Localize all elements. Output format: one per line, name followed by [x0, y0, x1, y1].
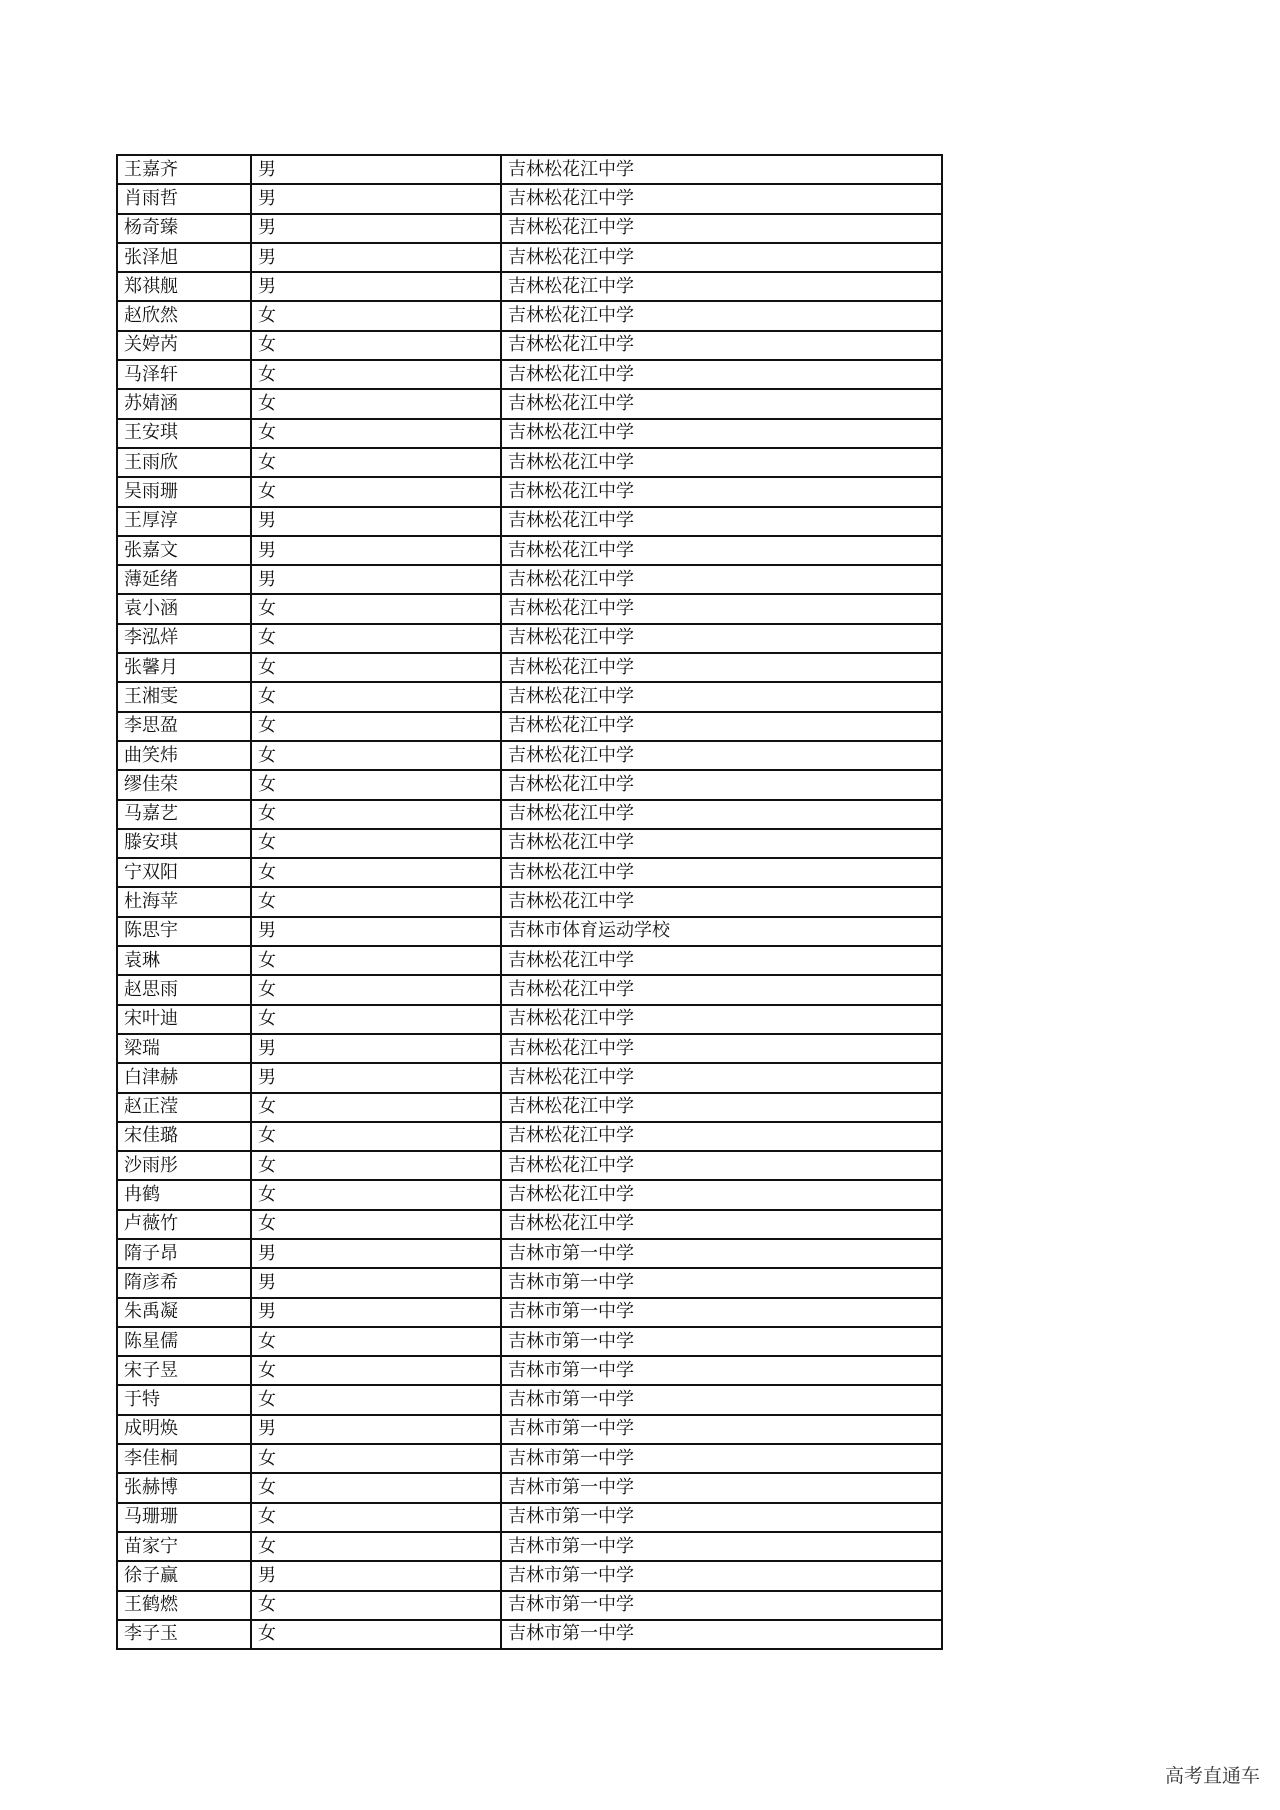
student-name-cell: 李佳桐	[117, 1444, 251, 1473]
table-row	[117, 507, 942, 536]
gender-cell: 男	[251, 184, 501, 213]
student-name-cell: 宋佳璐	[117, 1122, 251, 1151]
gender-cell: 男	[251, 1034, 501, 1063]
table-row	[117, 653, 942, 682]
table-row	[117, 1473, 942, 1502]
table-row	[117, 448, 942, 477]
student-name-cell: 宁双阳	[117, 858, 251, 887]
table-row	[117, 301, 942, 330]
table-row	[117, 1268, 942, 1297]
school-cell: 吉林松花江中学	[501, 448, 942, 477]
gender-cell: 女	[251, 1385, 501, 1414]
school-cell: 吉林松花江中学	[501, 1034, 942, 1063]
gender-cell: 女	[251, 946, 501, 975]
gender-cell: 男	[251, 1298, 501, 1327]
gender-cell: 女	[251, 741, 501, 770]
gender-cell: 男	[251, 1415, 501, 1444]
school-cell: 吉林松花江中学	[501, 887, 942, 916]
gender-cell: 女	[251, 477, 501, 506]
school-cell: 吉林松花江中学	[501, 1063, 942, 1092]
table-row	[117, 887, 942, 916]
table-row	[117, 1298, 942, 1327]
student-name-cell: 苏婧涵	[117, 389, 251, 418]
student-name-cell: 马珊珊	[117, 1503, 251, 1532]
table-row	[117, 1327, 942, 1356]
school-cell: 吉林松花江中学	[501, 1005, 942, 1034]
student-name-cell: 赵欣然	[117, 301, 251, 330]
table-row	[117, 770, 942, 799]
student-name-cell: 宋子昱	[117, 1356, 251, 1385]
table-row	[117, 1356, 942, 1385]
student-name-cell: 缪佳荣	[117, 770, 251, 799]
table-row	[117, 1034, 942, 1063]
student-name-cell: 李思盈	[117, 712, 251, 741]
table-row	[117, 829, 942, 858]
student-name-cell: 陈思宇	[117, 917, 251, 946]
student-name-cell: 张嘉文	[117, 536, 251, 565]
school-cell: 吉林松花江中学	[501, 389, 942, 418]
school-cell: 吉林市第一中学	[501, 1385, 942, 1414]
table-row	[117, 946, 942, 975]
student-name-cell: 于特	[117, 1385, 251, 1414]
gender-cell: 男	[251, 214, 501, 243]
school-cell: 吉林松花江中学	[501, 800, 942, 829]
gender-cell: 女	[251, 389, 501, 418]
school-cell: 吉林松花江中学	[501, 565, 942, 594]
gender-cell: 男	[251, 565, 501, 594]
school-cell: 吉林松花江中学	[501, 1093, 942, 1122]
table-row	[117, 624, 942, 653]
school-cell: 吉林松花江中学	[501, 360, 942, 389]
gender-cell: 女	[251, 858, 501, 887]
table-row	[117, 1005, 942, 1034]
student-name-cell: 滕安琪	[117, 829, 251, 858]
gender-cell: 女	[251, 419, 501, 448]
student-name-cell: 隋彦希	[117, 1268, 251, 1297]
gender-cell: 男	[251, 272, 501, 301]
table-row	[117, 1151, 942, 1180]
table-row	[117, 712, 942, 741]
school-cell: 吉林松花江中学	[501, 272, 942, 301]
gender-cell: 男	[251, 1063, 501, 1092]
table-row	[117, 243, 942, 272]
student-name-cell: 徐子赢	[117, 1561, 251, 1590]
student-name-cell: 王雨欣	[117, 448, 251, 477]
student-name-cell: 成明焕	[117, 1415, 251, 1444]
table-row	[117, 741, 942, 770]
gender-cell: 男	[251, 1561, 501, 1590]
school-cell: 吉林市第一中学	[501, 1268, 942, 1297]
student-name-cell: 杨奇臻	[117, 214, 251, 243]
table-row	[117, 594, 942, 623]
table-row	[117, 800, 942, 829]
table-row	[117, 477, 942, 506]
student-name-cell: 李泓烊	[117, 624, 251, 653]
table-row	[117, 858, 942, 887]
table-row	[117, 1415, 942, 1444]
school-cell: 吉林松花江中学	[501, 770, 942, 799]
gender-cell: 男	[251, 507, 501, 536]
gender-cell: 女	[251, 770, 501, 799]
gender-cell: 女	[251, 1122, 501, 1151]
student-name-cell: 王嘉齐	[117, 155, 251, 184]
school-cell: 吉林松花江中学	[501, 184, 942, 213]
table-row	[117, 917, 942, 946]
table-row	[117, 1561, 942, 1590]
gender-cell: 女	[251, 594, 501, 623]
school-cell: 吉林松花江中学	[501, 653, 942, 682]
student-name-cell: 袁小涵	[117, 594, 251, 623]
roster-body	[117, 155, 942, 1649]
school-cell: 吉林松花江中学	[501, 155, 942, 184]
table-row	[117, 1180, 942, 1209]
gender-cell: 男	[251, 1268, 501, 1297]
table-row	[117, 1063, 942, 1092]
student-name-cell: 薄延绪	[117, 565, 251, 594]
gender-cell: 女	[251, 1356, 501, 1385]
school-cell: 吉林松花江中学	[501, 594, 942, 623]
student-name-cell: 王湘雯	[117, 682, 251, 711]
school-cell: 吉林松花江中学	[501, 419, 942, 448]
student-name-cell: 王安琪	[117, 419, 251, 448]
gender-cell: 女	[251, 1473, 501, 1502]
student-name-cell: 赵思雨	[117, 975, 251, 1004]
gender-cell: 女	[251, 1444, 501, 1473]
student-name-cell: 肖雨哲	[117, 184, 251, 213]
school-cell: 吉林市第一中学	[501, 1591, 942, 1620]
gender-cell: 男	[251, 536, 501, 565]
student-name-cell: 苗家宁	[117, 1532, 251, 1561]
school-cell: 吉林松花江中学	[501, 301, 942, 330]
student-name-cell: 王厚淳	[117, 507, 251, 536]
gender-cell: 女	[251, 1005, 501, 1034]
student-name-cell: 袁琳	[117, 946, 251, 975]
gender-cell: 男	[251, 243, 501, 272]
table-row	[117, 184, 942, 213]
school-cell: 吉林市第一中学	[501, 1415, 942, 1444]
school-cell: 吉林市第一中学	[501, 1239, 942, 1268]
school-cell: 吉林市第一中学	[501, 1561, 942, 1590]
student-name-cell: 关婷芮	[117, 331, 251, 360]
gender-cell: 男	[251, 1239, 501, 1268]
school-cell: 吉林松花江中学	[501, 214, 942, 243]
student-name-cell: 沙雨彤	[117, 1151, 251, 1180]
gender-cell: 女	[251, 448, 501, 477]
school-cell: 吉林松花江中学	[501, 829, 942, 858]
gender-cell: 女	[251, 800, 501, 829]
table-row	[117, 1503, 942, 1532]
table-row	[117, 389, 942, 418]
school-cell: 吉林松花江中学	[501, 741, 942, 770]
table-row	[117, 975, 942, 1004]
student-name-cell: 白津赫	[117, 1063, 251, 1092]
student-name-cell: 王鹤燃	[117, 1591, 251, 1620]
gender-cell: 女	[251, 1151, 501, 1180]
table-row	[117, 214, 942, 243]
table-row	[117, 1093, 942, 1122]
gender-cell: 女	[251, 301, 501, 330]
school-cell: 吉林松花江中学	[501, 1180, 942, 1209]
table-row	[117, 1385, 942, 1414]
table-row	[117, 1210, 942, 1239]
gender-cell: 女	[251, 1591, 501, 1620]
gender-cell: 女	[251, 1503, 501, 1532]
table-row	[117, 1591, 942, 1620]
table-row	[117, 360, 942, 389]
table-row	[117, 1620, 942, 1649]
school-cell: 吉林市第一中学	[501, 1473, 942, 1502]
school-cell: 吉林松花江中学	[501, 1122, 942, 1151]
school-cell: 吉林市第一中学	[501, 1298, 942, 1327]
student-name-cell: 陈星儒	[117, 1327, 251, 1356]
student-name-cell: 卢薇竹	[117, 1210, 251, 1239]
school-cell: 吉林松花江中学	[501, 712, 942, 741]
table-row	[117, 272, 942, 301]
gender-cell: 女	[251, 1093, 501, 1122]
student-name-cell: 张馨月	[117, 653, 251, 682]
table-row	[117, 536, 942, 565]
student-name-cell: 杜海苹	[117, 887, 251, 916]
student-name-cell: 曲笑炜	[117, 741, 251, 770]
gender-cell: 女	[251, 1180, 501, 1209]
school-cell: 吉林松花江中学	[501, 477, 942, 506]
gender-cell: 女	[251, 712, 501, 741]
gender-cell: 女	[251, 1532, 501, 1561]
school-cell: 吉林松花江中学	[501, 331, 942, 360]
gender-cell: 女	[251, 887, 501, 916]
gender-cell: 女	[251, 829, 501, 858]
table-row	[117, 419, 942, 448]
student-name-cell: 朱禹凝	[117, 1298, 251, 1327]
gender-cell: 女	[251, 1620, 501, 1649]
school-cell: 吉林松花江中学	[501, 1210, 942, 1239]
student-name-cell: 马嘉艺	[117, 800, 251, 829]
table-row	[117, 155, 942, 184]
school-cell: 吉林松花江中学	[501, 624, 942, 653]
school-cell: 吉林松花江中学	[501, 975, 942, 1004]
gender-cell: 女	[251, 975, 501, 1004]
school-cell: 吉林松花江中学	[501, 1151, 942, 1180]
school-cell: 吉林松花江中学	[501, 858, 942, 887]
school-cell: 吉林松花江中学	[501, 682, 942, 711]
gender-cell: 女	[251, 1327, 501, 1356]
school-cell: 吉林松花江中学	[501, 536, 942, 565]
gender-cell: 男	[251, 917, 501, 946]
student-name-cell: 郑祺舰	[117, 272, 251, 301]
table-row	[117, 1239, 942, 1268]
gender-cell: 男	[251, 155, 501, 184]
school-cell: 吉林松花江中学	[501, 243, 942, 272]
school-cell: 吉林市第一中学	[501, 1444, 942, 1473]
gender-cell: 女	[251, 1210, 501, 1239]
watermark: 高考直通车	[1164, 1765, 1260, 1787]
student-name-cell: 宋叶迪	[117, 1005, 251, 1034]
table-row	[117, 331, 942, 360]
student-name-cell: 梁瑞	[117, 1034, 251, 1063]
table-row	[117, 1122, 942, 1151]
table-row	[117, 1532, 942, 1561]
student-roster-table	[116, 154, 943, 1650]
student-name-cell: 吴雨珊	[117, 477, 251, 506]
school-cell: 吉林市第一中学	[501, 1532, 942, 1561]
school-cell: 吉林市体育运动学校	[501, 917, 942, 946]
table-row	[117, 565, 942, 594]
school-cell: 吉林市第一中学	[501, 1620, 942, 1649]
school-cell: 吉林松花江中学	[501, 507, 942, 536]
school-cell: 吉林松花江中学	[501, 946, 942, 975]
table-row	[117, 682, 942, 711]
student-name-cell: 马泽轩	[117, 360, 251, 389]
school-cell: 吉林市第一中学	[501, 1356, 942, 1385]
school-cell: 吉林市第一中学	[501, 1327, 942, 1356]
gender-cell: 女	[251, 682, 501, 711]
student-name-cell: 张泽旭	[117, 243, 251, 272]
gender-cell: 女	[251, 331, 501, 360]
table-row	[117, 1444, 942, 1473]
student-name-cell: 冉鹤	[117, 1180, 251, 1209]
student-name-cell: 张赫博	[117, 1473, 251, 1502]
gender-cell: 女	[251, 653, 501, 682]
gender-cell: 女	[251, 360, 501, 389]
student-name-cell: 隋子昂	[117, 1239, 251, 1268]
gender-cell: 女	[251, 624, 501, 653]
student-name-cell: 李子玉	[117, 1620, 251, 1649]
student-name-cell: 赵正滢	[117, 1093, 251, 1122]
school-cell: 吉林市第一中学	[501, 1503, 942, 1532]
